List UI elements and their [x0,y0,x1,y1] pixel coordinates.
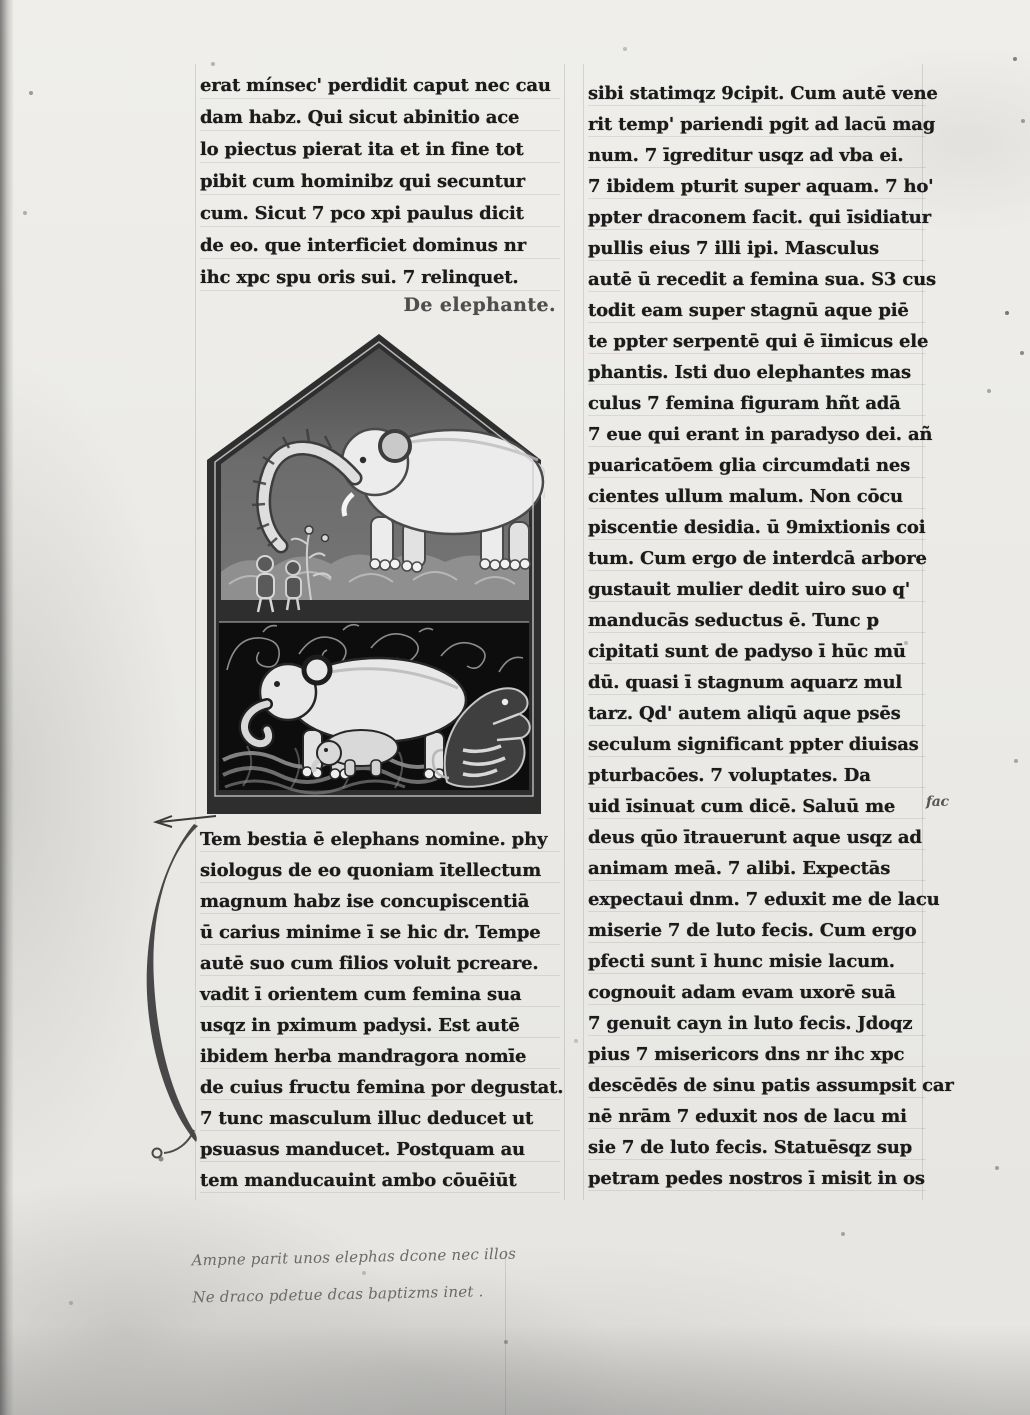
chapter-heading: De elephante. [403,294,556,316]
text-line: phantis. Isti duo elephantes mas [588,362,911,383]
text-line: ihc xpc spu oris sui. 7 relinquet. [200,267,519,288]
text-line: pturbacōes. 7 voluptates. Da [588,765,871,786]
gloss-line: Ampne parit unos elephas dcone nec illos [191,1244,517,1270]
text-line: ibidem herba mandragora nomīe [200,1046,527,1067]
text-line: culus 7 femina figuram hñt adā [588,393,901,414]
bottom-gloss-note [191,1234,612,1317]
text-line: cientes ullum malum. Non cōcu [588,486,903,507]
text-line: lo piectus pierat ita et in fine tot [200,139,524,160]
text-line: vadit ī orientem cum femina sua [200,984,522,1005]
text-line: todit eam super stagnū aque piē [588,300,909,321]
text-line: ppter draconem facit. qui īsidiatur [588,207,931,228]
mother-eye [274,681,280,687]
text-line: tum. Cum ergo de interdcā arbore [588,548,927,569]
text-line: cipitati sunt de padyso ī hūc mū [588,641,906,662]
elephant-eye [360,457,366,463]
text-line: puaricatōem glia circumdati nes [588,455,911,476]
text-line: ū carius minime ī se hic dr. Tempe [200,922,541,943]
text-line: expectaui dnm. 7 eduxit me de lacu [588,889,940,910]
text-line: pfecti sunt ī hunc misie lacum. [588,951,895,972]
mother-ear [304,657,330,683]
text-line: petram pedes nostros ī misit in os [588,1168,925,1189]
text-line: rit temp' pariendi pgit ad lacū mag [588,114,936,135]
text-line: psuasus manducet. Postquam au [200,1139,525,1160]
text-line: tarz. Qd' autem aliqū aque psēs [588,703,901,724]
text-line: siologus de eo quoniam ītellectum [200,860,542,881]
text-line: gustauit mulier dedit uiro suo q' [588,579,911,600]
ruling-line-right-col-left [583,64,584,1200]
text-line: sibi statimqz 9cipit. Cum autē vene [588,83,938,104]
text-line: de cuius fructu femina por degustat. [200,1077,564,1098]
text-line: tem manducauint ambo cōuēiūt [200,1170,517,1191]
text-line: pius 7 misericors dns nr ihc xpc [588,1044,905,1065]
text-line: autē suo cum filios voluit pcreare. [200,953,539,974]
text-line: cum. Sicut 7 pco xpi paulus dicit [200,203,524,224]
page-edge-shading [0,0,14,1415]
elephant-ear [380,431,410,461]
text-line: manducās seductus ē. Tunc p [588,610,879,631]
text-line: autē ū recedit a femina sua. S3 cus [588,269,936,290]
page-bottom-shading [0,1325,1030,1415]
text-line: usqz in pximum padysi. Est autē [200,1015,520,1036]
text-line: 7 tunc masculum illuc deducet ut [200,1108,534,1129]
text-line: cognouit adam evam uxorē suā [588,982,896,1003]
text-line: miserie 7 de luto fecis. Cum ergo [588,920,917,941]
text-line: dū. quasi ī stagnum aquarz mul [588,672,903,693]
text-line: magnum habz ise concupiscentiā [200,891,530,912]
text-line: descēdēs de sinu patis assumpsit car [588,1075,954,1096]
text-line: erat mínsec' perdidit caput nec cau [200,75,551,96]
text-line: Tem bestia ē elephans nomine. phy [200,829,548,850]
margin-correction-note: fac [926,794,949,810]
text-line: uid īsinuat cum dicē. Saluū me [588,796,896,817]
text-line: sie 7 de luto fecis. Statuēsqz sup [588,1137,913,1158]
parchment-speckles [0,0,2,2]
left-column-upper-text [200,70,560,294]
text-line: 7 ibidem pturit super aquam. 7 ho' [588,176,934,197]
ruling-line-left-col-right [564,64,565,1200]
text-line: 7 eue qui erant in paradyso dei. añ [588,424,933,445]
elephant-miniature [203,332,545,818]
text-line: seculum significant ppter diuisas [588,734,919,755]
text-line: animam meā. 7 alibi. Expectās [588,858,891,879]
text-line: 7 genuit cayn in luto fecis. Jdoqz [588,1013,913,1034]
text-line: te ppter serpentē qui ē īimicus ele [588,331,929,352]
text-line: deus qūo ītrauerunt aque usqz ad [588,827,922,848]
text-line: pullis eius 7 illi ipi. Masculus [588,238,879,259]
text-line: num. 7 īgreditur usqz ad vba ei. [588,145,904,166]
left-column-lower-text [200,824,564,1196]
text-line: de eo. que interficiet dominus nr [200,235,526,256]
text-line: piscentie desidia. ū 9mixtionis coi [588,517,926,538]
text-line: dam habz. Qui sicut abinitio ace [200,107,520,128]
text-line: nē nrām 7 eduxit nos de lacu mi [588,1106,907,1127]
dragon-eye [502,699,508,705]
right-column-text [588,78,954,1194]
text-line: pibit cum hominibz qui secuntur [200,171,525,192]
gloss-line: Ne draco pdetue dcas baptizms inet . [192,1282,484,1307]
